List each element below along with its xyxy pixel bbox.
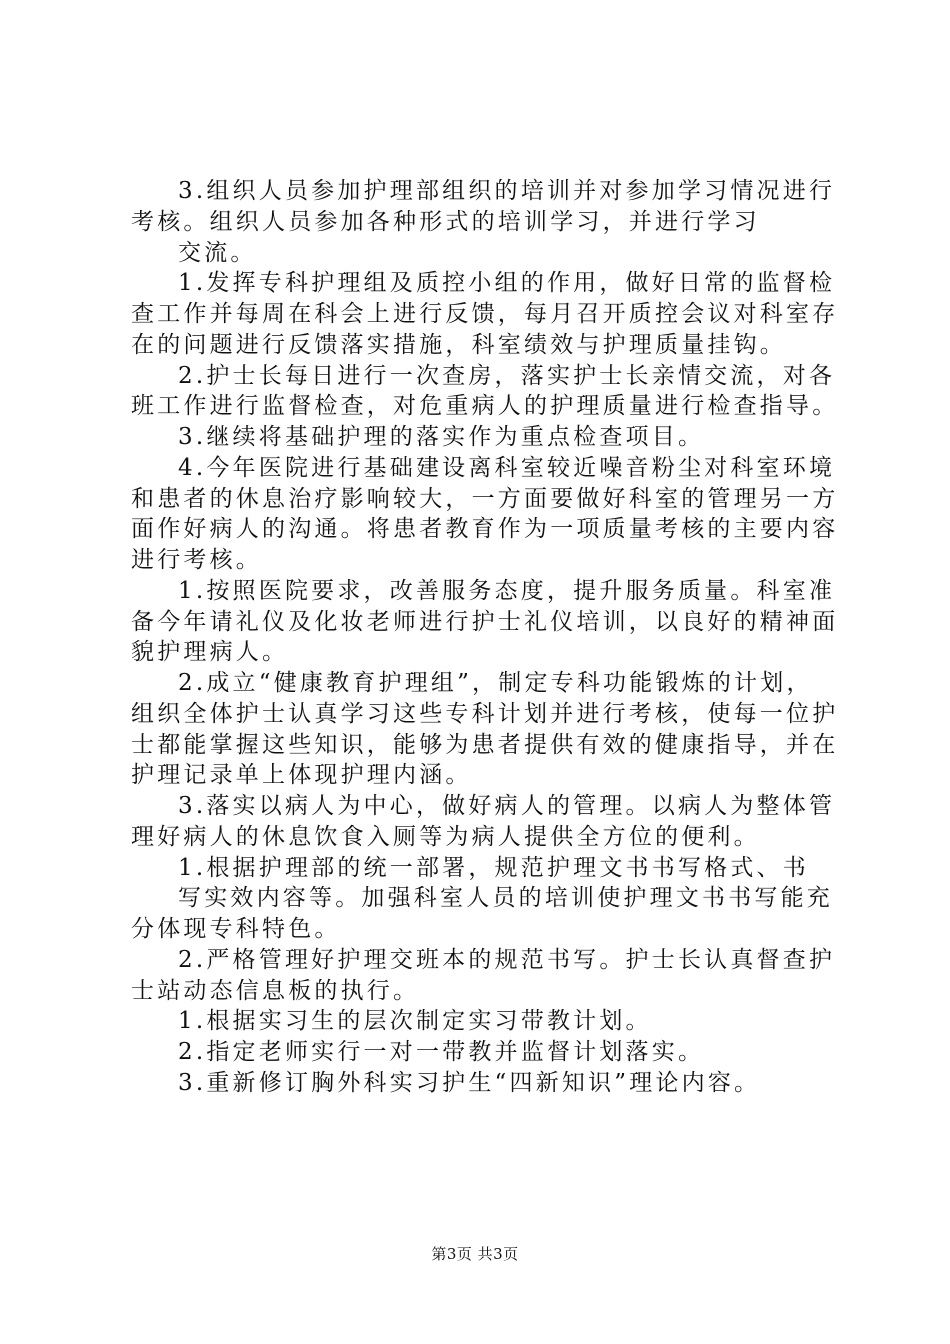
text-line: 3.继续将基础护理的落实作为重点检查项目。 bbox=[178, 424, 705, 450]
text-line: 2.护士长每日进行一次查房，落实护士长亲情交流，对各 bbox=[178, 363, 836, 389]
text-line: 3.重新修订胸外科实习护生“四新知识”理论内容。 bbox=[178, 1070, 761, 1096]
text-line: 理好病人的休息饮食入厕等为病人提供全方位的便利。 bbox=[131, 824, 760, 850]
text-line: 交流。 bbox=[178, 240, 257, 266]
text-line: 士站动态信息板的执行。 bbox=[131, 978, 420, 1004]
text-line: 貌护理病人。 bbox=[131, 639, 289, 665]
text-line: 3.落实以病人为中心，做好病人的管理。以病人为整体管 bbox=[178, 793, 836, 819]
text-line: 3.组织人员参加护理部组织的培训并对参加学习情况进行 bbox=[178, 178, 836, 204]
text-line: 进行考核。 bbox=[131, 547, 262, 573]
text-line: 1.按照医院要求，改善服务态度，提升服务质量。科室准 bbox=[178, 578, 836, 604]
text-line: 1.根据实习生的层次制定实习带教计划。 bbox=[178, 1008, 652, 1034]
text-line: 组织全体护士认真学习这些专科计划并进行考核，使每一位护 bbox=[131, 701, 839, 727]
text-line: 1.发挥专科护理组及质控小组的作用，做好日常的监督检 bbox=[178, 270, 836, 296]
text-line: 和患者的休息治疗影响较大，一方面要做好科室的管理另一方 bbox=[131, 486, 839, 512]
text-line: 面作好病人的沟通。将患者教育作为一项质量考核的主要内容 bbox=[131, 516, 839, 542]
text-line: 1.根据护理部的统一部署，规范护理文书书写格式、书 bbox=[178, 855, 809, 881]
text-line: 写实效内容等。加强科室人员的培训使护理文书书写能充 bbox=[178, 885, 833, 911]
text-line: 士都能掌握这些知识，能够为患者提供有效的健康指导，并在 bbox=[131, 732, 839, 758]
text-line: 护理记录单上体现护理内涵。 bbox=[131, 762, 472, 788]
text-line: 2.严格管理好护理交班本的规范书写。护士长认真督查护 bbox=[178, 947, 836, 973]
text-line: 分体现专科特色。 bbox=[131, 916, 341, 942]
text-line: 备今年请礼仪及化妆老师进行护士礼仪培训，以良好的精神面 bbox=[131, 609, 839, 635]
text-line: 2.指定老师实行一对一带教并监督计划落实。 bbox=[178, 1039, 705, 1065]
text-line: 班工作进行监督检查，对危重病人的护理质量进行检查指导。 bbox=[131, 393, 839, 419]
text-line: 查工作并每周在科会上进行反馈，每月召开质控会议对科室存 bbox=[131, 301, 839, 327]
text-line: 2.成立“健康教育护理组”，制定专科功能锻炼的计划， bbox=[178, 670, 813, 696]
text-line: 在的问题进行反馈落实措施，科室绩效与护理质量挂钩。 bbox=[131, 332, 786, 358]
page-number-footer: 第3页 共3页 bbox=[431, 1245, 519, 1263]
text-line: 4.今年医院进行基础建设离科室较近噪音粉尘对科室环境 bbox=[178, 455, 836, 481]
text-line: 考核。组织人员参加各种形式的培训学习，并进行学习 bbox=[131, 209, 760, 235]
